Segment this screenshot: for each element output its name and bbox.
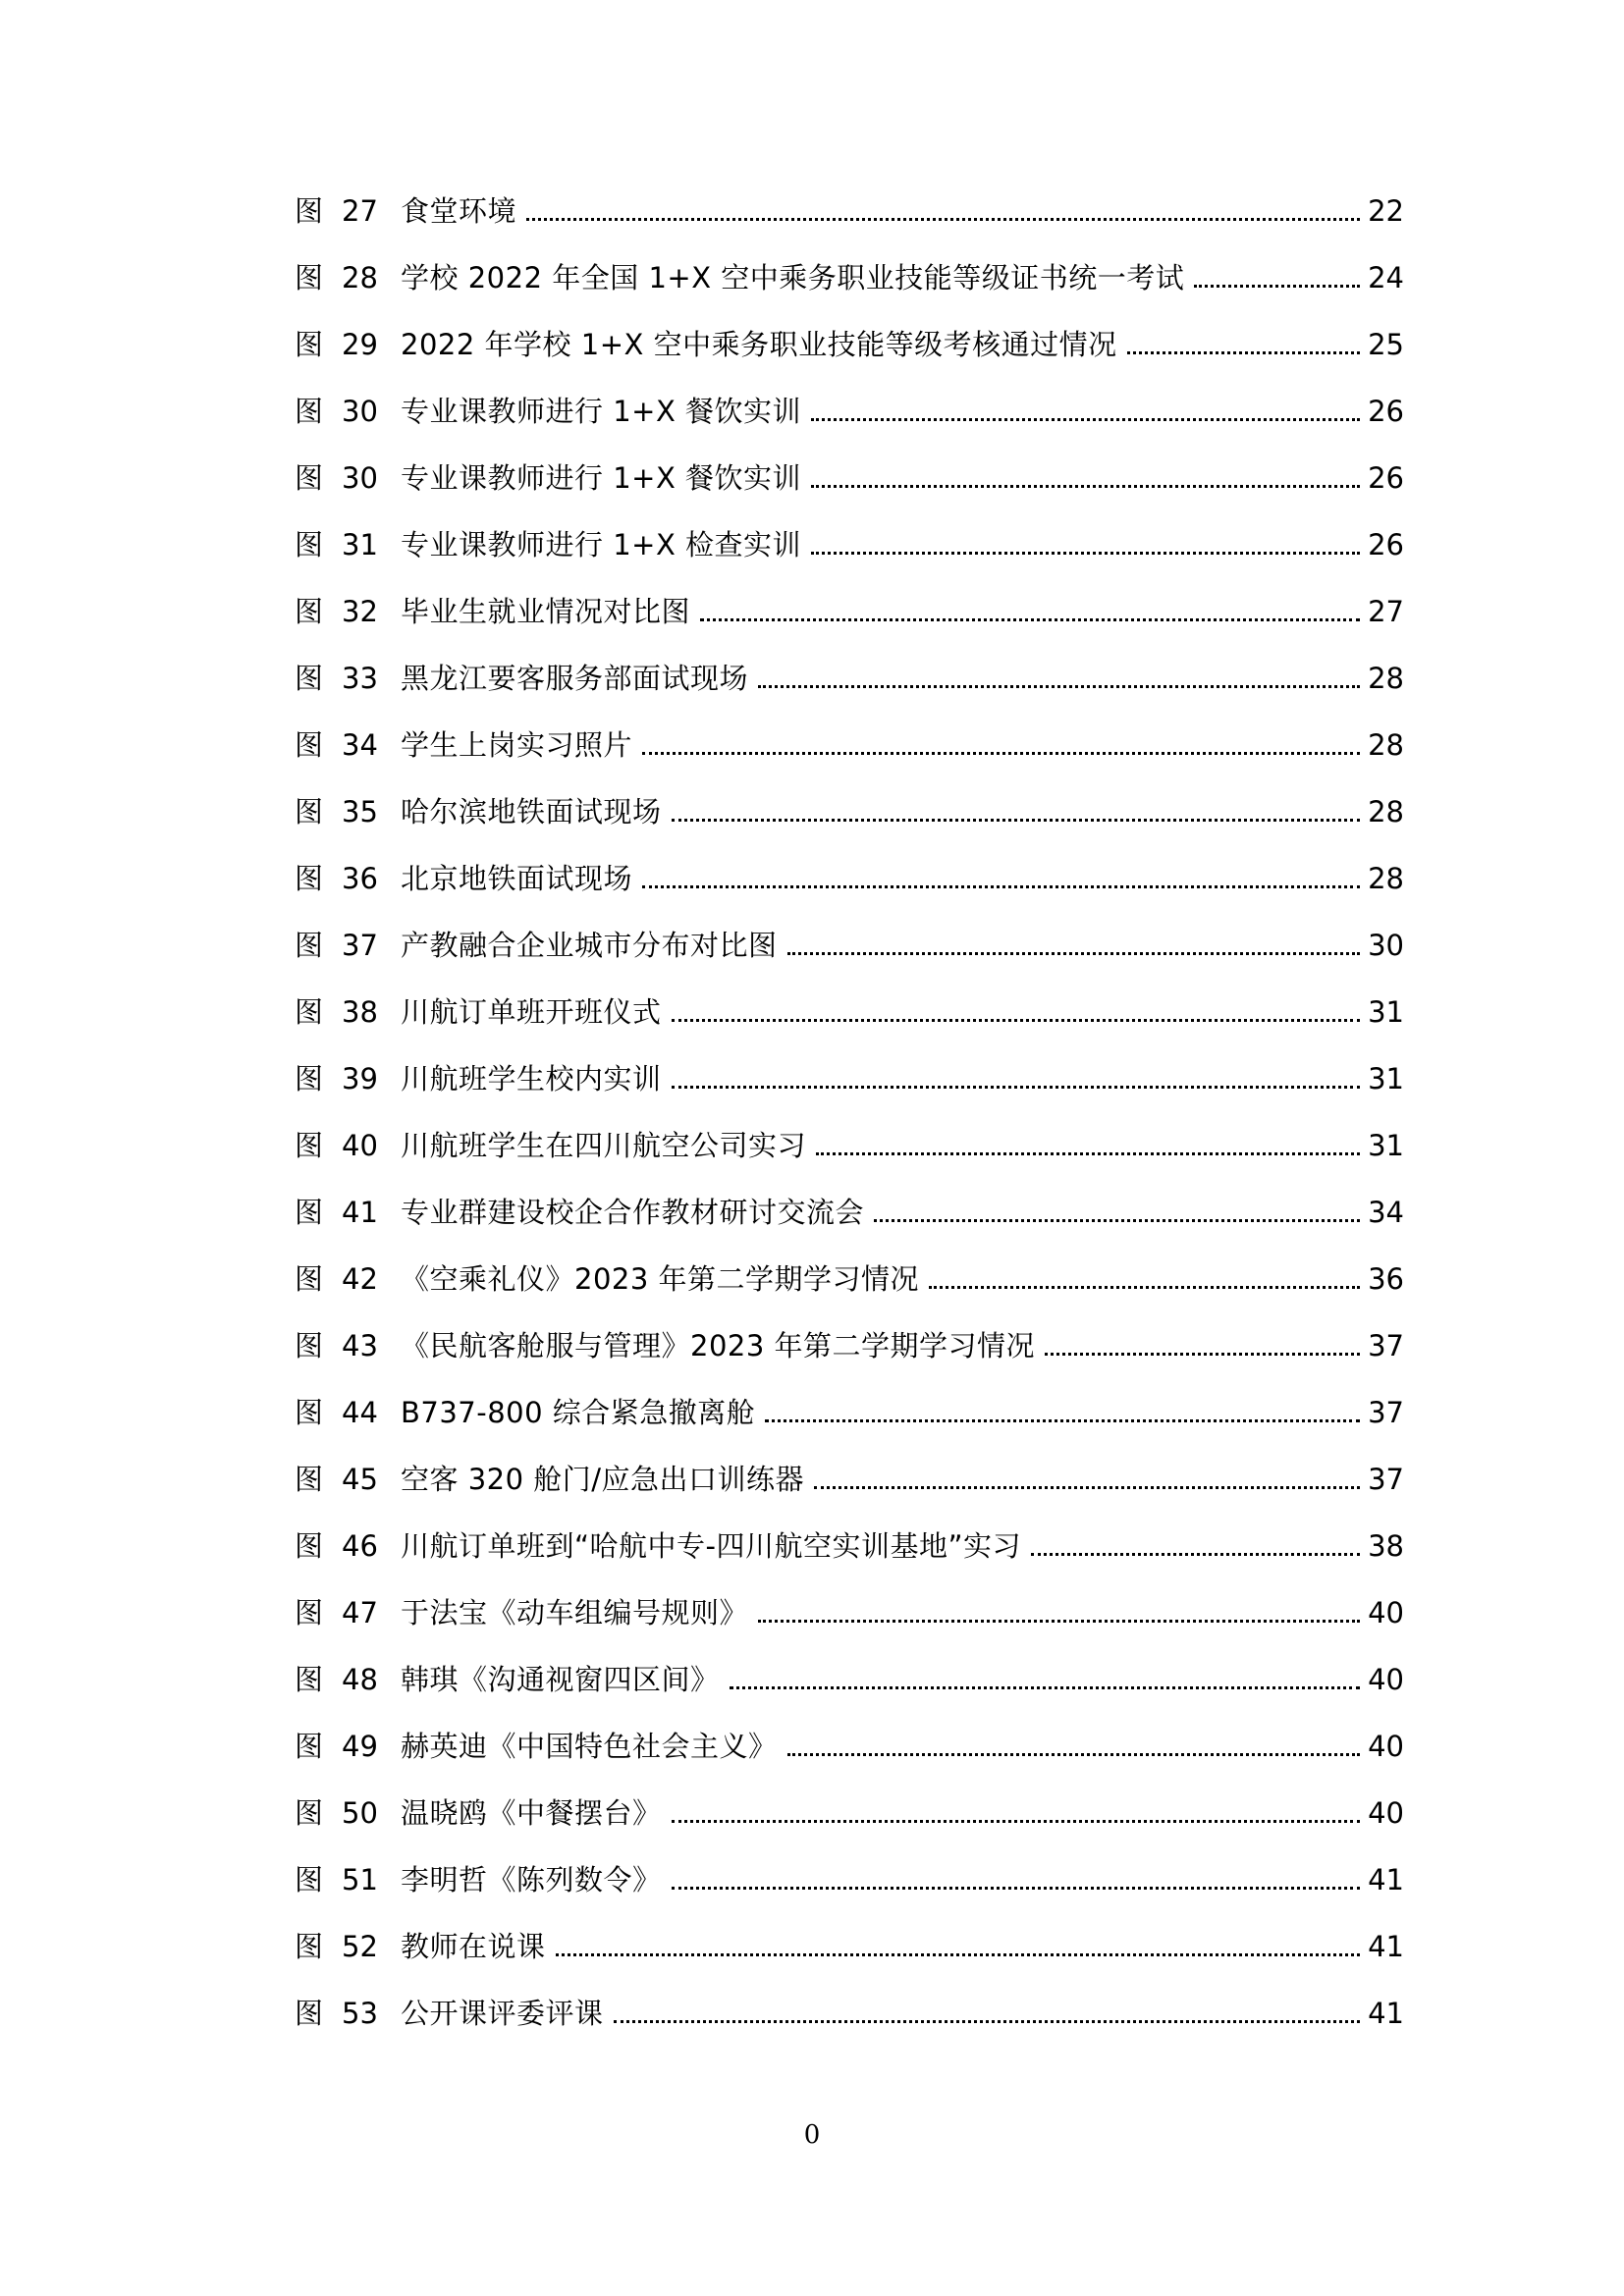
toc-entry[interactable] (295, 1461, 1404, 1527)
page-number: 26 (1368, 528, 1404, 561)
page-number: 31 (1368, 995, 1404, 1029)
figure-number: 32 (342, 595, 378, 628)
toc-entry[interactable] (295, 1728, 1404, 1794)
figure-list (295, 192, 1404, 2061)
toc-entry[interactable] (295, 927, 1404, 993)
figure-label: 图 (295, 1997, 324, 2030)
dot-leader (816, 1152, 1360, 1155)
page-number: 37 (1368, 1396, 1404, 1429)
figure-number: 50 (342, 1796, 378, 1830)
page-number: 40 (1368, 1730, 1404, 1763)
page-number: 31 (1368, 1062, 1404, 1095)
figure-label: 图 (295, 795, 324, 828)
page-number: 25 (1368, 328, 1404, 361)
page-number: 26 (1368, 461, 1404, 495)
page-number: 22 (1368, 194, 1404, 228)
page-number: 41 (1368, 1930, 1404, 1963)
toc-entry[interactable] (295, 259, 1404, 326)
figure-label: 图 (295, 395, 324, 428)
figure-label: 图 (295, 1062, 324, 1095)
dot-leader (1045, 1353, 1360, 1356)
figure-label: 图 (295, 461, 324, 495)
figure-label: 图 (295, 194, 324, 228)
toc-entry[interactable] (295, 993, 1404, 1060)
toc-entry[interactable] (295, 1794, 1404, 1861)
toc-entry[interactable] (295, 1861, 1404, 1928)
toc-entry[interactable] (295, 793, 1404, 860)
page-number: 28 (1368, 795, 1404, 828)
dot-leader (526, 218, 1360, 221)
page-number: 36 (1368, 1262, 1404, 1296)
dot-leader (874, 1219, 1360, 1222)
figure-label: 图 (295, 929, 324, 962)
figure-title: 学生上岗实习照片 (401, 728, 633, 762)
figure-number: 36 (342, 862, 378, 895)
figure-label: 图 (295, 1329, 324, 1362)
dot-leader (672, 1019, 1361, 1022)
figure-label: 图 (295, 1863, 324, 1896)
figure-title: 专业课教师进行 1+X 餐饮实训 (401, 461, 802, 495)
figure-number: 47 (342, 1596, 378, 1629)
toc-entry[interactable] (295, 1394, 1404, 1461)
page-number: 26 (1368, 395, 1404, 428)
page-number: 27 (1368, 595, 1404, 628)
figure-label: 图 (295, 728, 324, 762)
figure-number: 51 (342, 1863, 378, 1896)
toc-entry[interactable] (295, 1194, 1404, 1260)
dot-leader (1031, 1553, 1360, 1556)
dot-leader (811, 485, 1360, 488)
toc-entry[interactable] (295, 860, 1404, 927)
figure-number: 34 (342, 728, 378, 762)
figure-number: 28 (342, 261, 378, 294)
dot-leader (730, 1686, 1361, 1689)
figure-title: 哈尔滨地铁面试现场 (401, 795, 662, 828)
figure-label: 图 (295, 528, 324, 561)
page-number: 28 (1368, 662, 1404, 695)
figure-title: 李明哲《陈列数令》 (401, 1863, 662, 1896)
figure-number: 40 (342, 1129, 378, 1162)
dot-leader (758, 1620, 1360, 1623)
figure-title: 公开课评委评课 (401, 1997, 604, 2030)
dot-leader (758, 685, 1360, 688)
toc-entry[interactable] (295, 1127, 1404, 1194)
figure-label: 图 (295, 1930, 324, 1963)
figure-title: 专业群建设校企合作教材研讨交流会 (401, 1196, 865, 1229)
figure-label: 图 (295, 1730, 324, 1763)
figure-number: 31 (342, 528, 378, 561)
figure-number: 43 (342, 1329, 378, 1362)
page-number: 34 (1368, 1196, 1404, 1229)
figure-title: 《民航客舱服与管理》2023 年第二学期学习情况 (401, 1329, 1036, 1362)
figure-number: 30 (342, 461, 378, 495)
figure-number: 29 (342, 328, 378, 361)
dot-leader (700, 618, 1360, 621)
figure-title: 教师在说课 (401, 1930, 546, 1963)
figure-label: 图 (295, 995, 324, 1029)
figure-label: 图 (295, 862, 324, 895)
dot-leader (1127, 351, 1361, 354)
figure-title: 学校 2022 年全国 1+X 空中乘务职业技能等级证书统一考试 (401, 261, 1185, 294)
dot-leader (642, 752, 1360, 755)
toc-entry[interactable] (295, 726, 1404, 793)
figure-label: 图 (295, 1262, 324, 1296)
figure-number: 37 (342, 929, 378, 962)
dot-leader (765, 1419, 1360, 1422)
figure-title: B737-800 综合紧急撤离舱 (401, 1396, 756, 1429)
page-number: 40 (1368, 1596, 1404, 1629)
figure-title: 韩琪《沟通视窗四区间》 (401, 1663, 720, 1696)
figure-number: 38 (342, 995, 378, 1029)
dot-leader (787, 1753, 1361, 1756)
figure-title: 温晓鸥《中餐摆台》 (401, 1796, 662, 1830)
figure-title: 黑龙江要客服务部面试现场 (401, 662, 749, 695)
figure-number: 48 (342, 1663, 378, 1696)
figure-label: 图 (295, 1396, 324, 1429)
dot-leader (811, 418, 1360, 421)
figure-number: 39 (342, 1062, 378, 1095)
figure-label: 图 (295, 1796, 324, 1830)
page-footer-number: 0 (803, 2120, 821, 2150)
page-number: 31 (1368, 1129, 1404, 1162)
figure-number: 44 (342, 1396, 378, 1429)
figure-number: 30 (342, 395, 378, 428)
figure-label: 图 (295, 328, 324, 361)
toc-entry[interactable] (295, 326, 1404, 393)
figure-title: 产教融合企业城市分布对比图 (401, 929, 778, 962)
toc-entry[interactable] (295, 660, 1404, 726)
dot-leader (556, 1953, 1361, 1956)
toc-entry[interactable] (295, 1527, 1404, 1594)
figure-title: 专业课教师进行 1+X 检查实训 (401, 528, 802, 561)
figure-number: 52 (342, 1930, 378, 1963)
figure-label: 图 (295, 662, 324, 695)
dot-leader (814, 1486, 1360, 1489)
figure-label: 图 (295, 595, 324, 628)
figure-title: 《空乘礼仪》2023 年第二学期学习情况 (401, 1262, 920, 1296)
figure-title: 川航订单班开班仪式 (401, 995, 662, 1029)
dot-leader (672, 1086, 1361, 1089)
figure-number: 42 (342, 1262, 378, 1296)
toc-entry[interactable] (295, 192, 1404, 259)
figure-number: 46 (342, 1529, 378, 1563)
page-number: 41 (1368, 1863, 1404, 1896)
figure-number: 35 (342, 795, 378, 828)
page-number: 28 (1368, 862, 1404, 895)
figure-title: 北京地铁面试现场 (401, 862, 633, 895)
figure-title: 专业课教师进行 1+X 餐饮实训 (401, 395, 802, 428)
toc-entry[interactable] (295, 1327, 1404, 1394)
dot-leader (1194, 285, 1360, 288)
figure-label: 图 (295, 1129, 324, 1162)
toc-entry[interactable] (295, 393, 1404, 459)
figure-title: 川航订单班到“哈航中专-四川航空实训基地”实习 (401, 1529, 1022, 1563)
toc-entry[interactable] (295, 1928, 1404, 1995)
toc-entry[interactable] (295, 593, 1404, 660)
dot-leader (787, 952, 1361, 955)
figure-number: 33 (342, 662, 378, 695)
toc-entry[interactable] (295, 1594, 1404, 1661)
figure-number: 41 (342, 1196, 378, 1229)
figure-title: 于法宝《动车组编号规则》 (401, 1596, 749, 1629)
figure-title: 2022 年学校 1+X 空中乘务职业技能等级考核通过情况 (401, 328, 1117, 361)
dot-leader (929, 1286, 1360, 1289)
figure-title: 川航班学生在四川航空公司实习 (401, 1129, 807, 1162)
figure-label: 图 (295, 1596, 324, 1629)
toc-entry[interactable] (295, 1060, 1404, 1127)
figure-title: 食堂环境 (401, 194, 517, 228)
dot-leader (672, 1887, 1361, 1890)
page-number: 37 (1368, 1463, 1404, 1496)
figure-title: 川航班学生校内实训 (401, 1062, 662, 1095)
figure-title: 空客 320 舱门/应急出口训练器 (401, 1463, 805, 1496)
toc-entry[interactable] (295, 1260, 1404, 1327)
page-number: 30 (1368, 929, 1404, 962)
figure-label: 图 (295, 261, 324, 294)
figure-title: 赫英迪《中国特色社会主义》 (401, 1730, 778, 1763)
toc-entry[interactable] (295, 526, 1404, 593)
page-number: 28 (1368, 728, 1404, 762)
page-number: 41 (1368, 1997, 1404, 2030)
dot-leader (672, 1820, 1361, 1823)
dot-leader (672, 819, 1361, 822)
figure-label: 图 (295, 1463, 324, 1496)
figure-label: 图 (295, 1663, 324, 1696)
page-number: 38 (1368, 1529, 1404, 1563)
dot-leader (811, 552, 1360, 555)
figure-number: 53 (342, 1997, 378, 2030)
figure-label: 图 (295, 1529, 324, 1563)
figure-number: 45 (342, 1463, 378, 1496)
dot-leader (642, 885, 1360, 888)
figure-number: 27 (342, 194, 378, 228)
page-number: 37 (1368, 1329, 1404, 1362)
dot-leader (614, 2020, 1361, 2023)
figure-label: 图 (295, 1196, 324, 1229)
page-number: 40 (1368, 1663, 1404, 1696)
toc-entry[interactable] (295, 1995, 1404, 2061)
page-number: 40 (1368, 1796, 1404, 1830)
toc-entry[interactable] (295, 459, 1404, 526)
figure-number: 49 (342, 1730, 378, 1763)
figure-title: 毕业生就业情况对比图 (401, 595, 691, 628)
page-number: 24 (1368, 261, 1404, 294)
toc-entry[interactable] (295, 1661, 1404, 1728)
